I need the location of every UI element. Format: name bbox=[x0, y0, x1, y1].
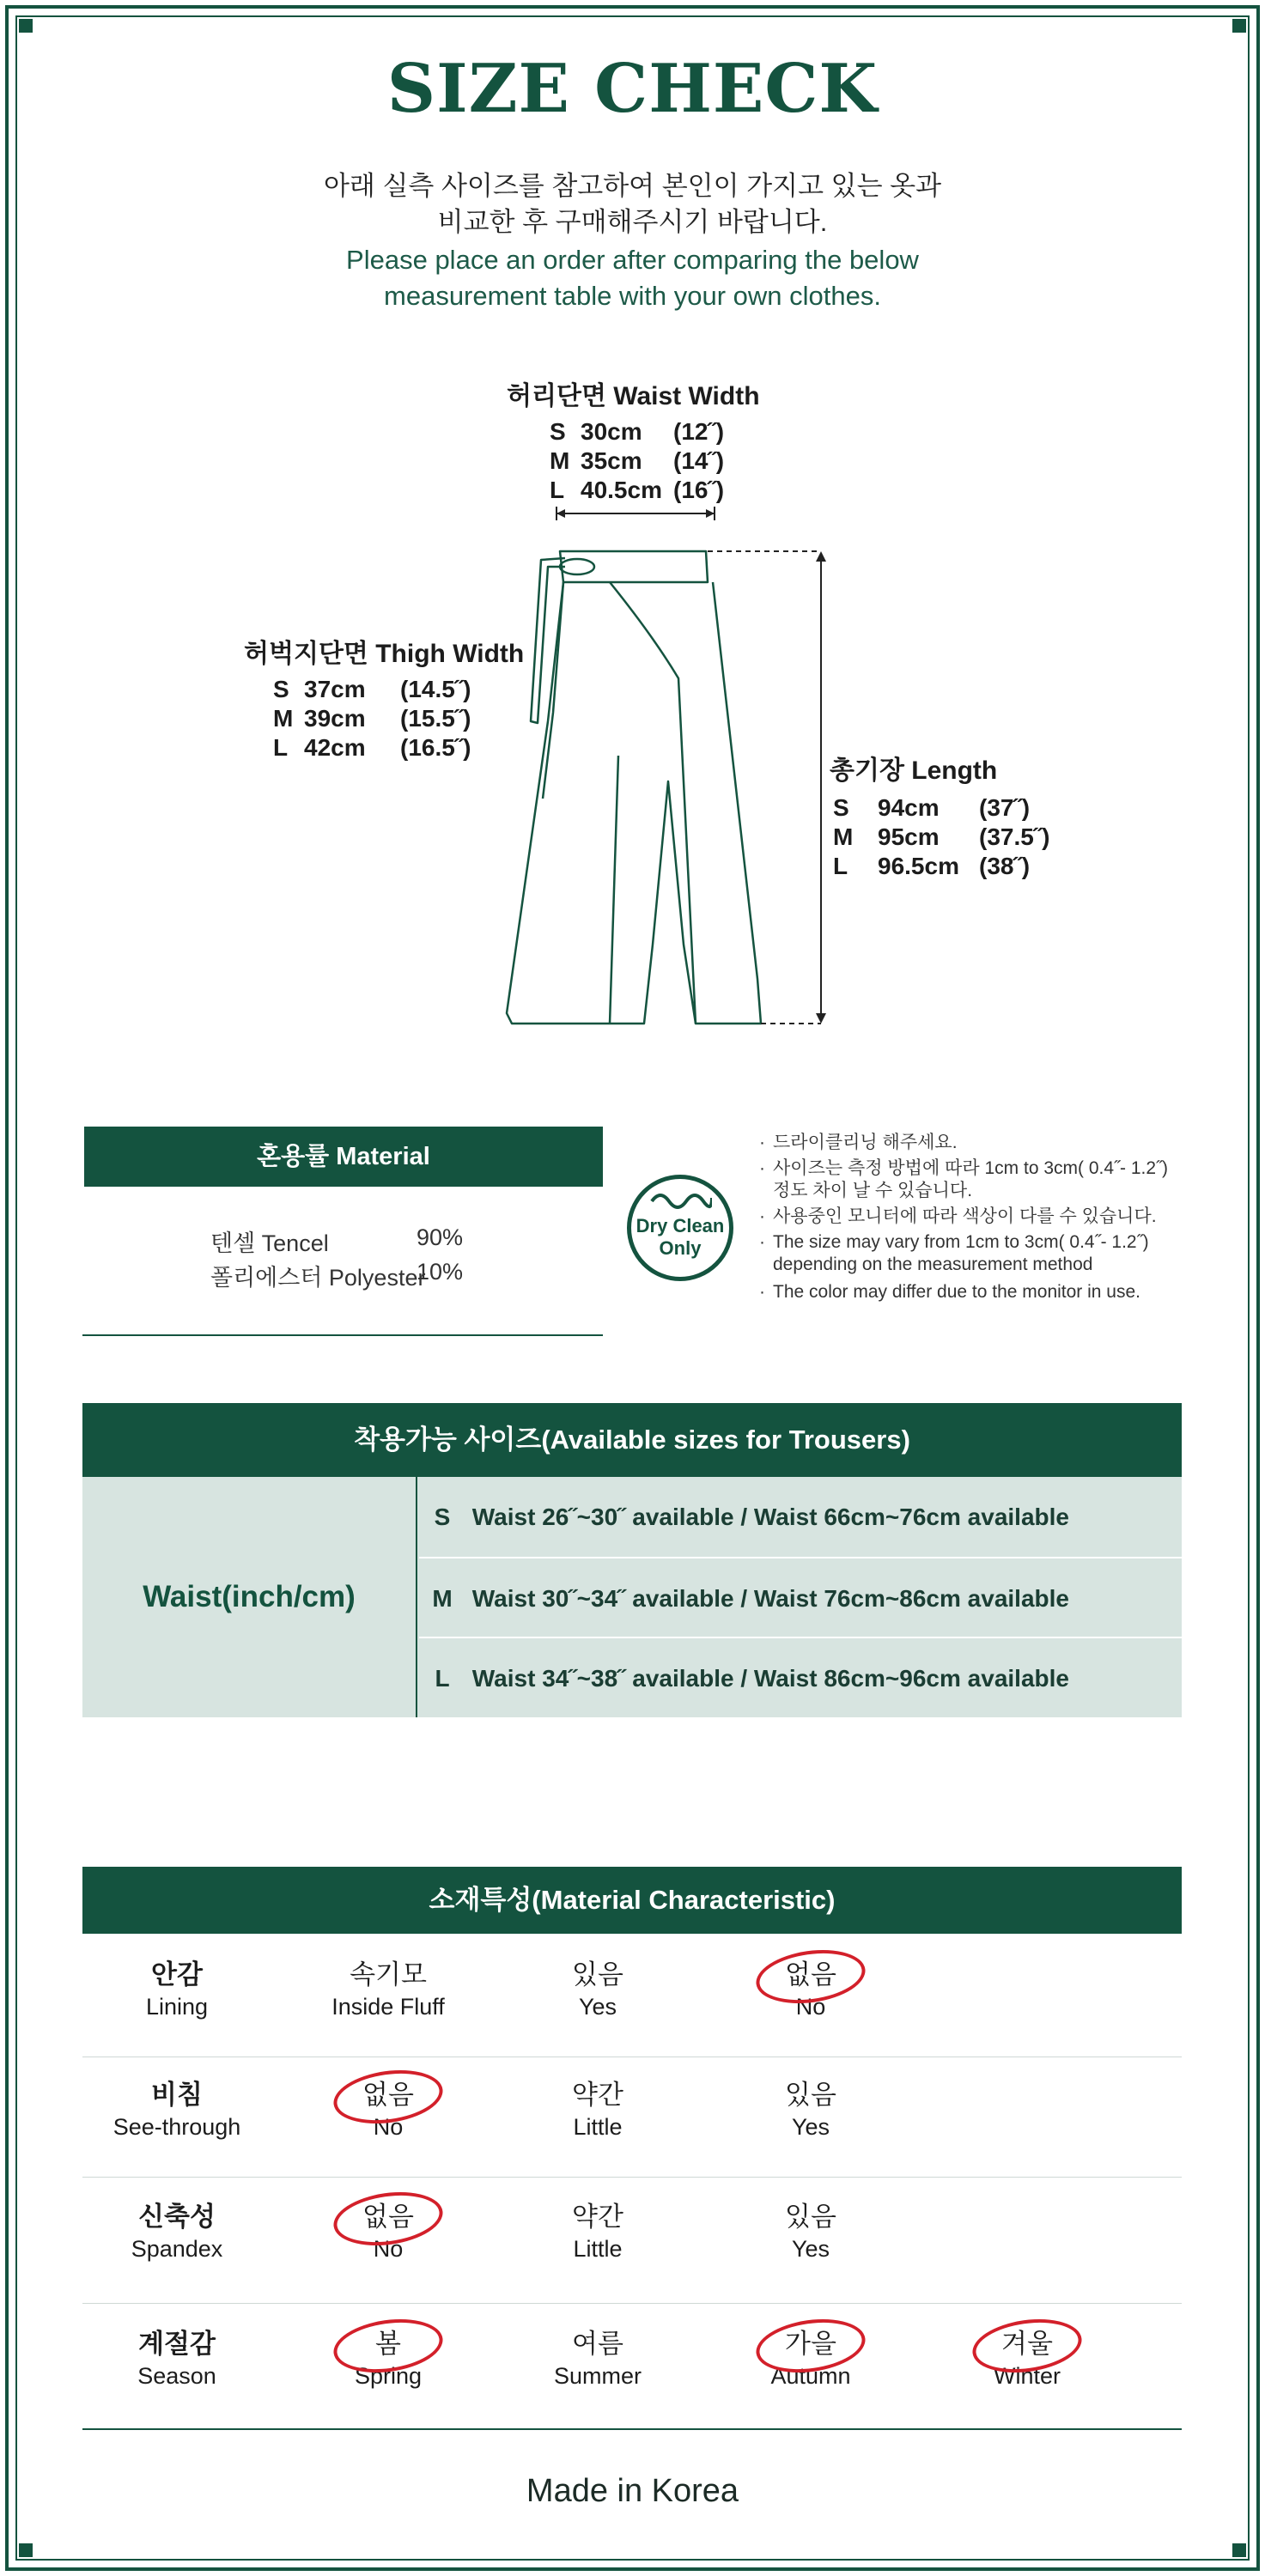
size-label: M bbox=[833, 823, 854, 850]
inch-value: (14.5˝) bbox=[400, 676, 471, 702]
cm-value: 37cm bbox=[304, 676, 366, 702]
corner-mark bbox=[19, 2543, 33, 2557]
size-label: M bbox=[550, 447, 570, 474]
size-label: L bbox=[550, 477, 565, 503]
option-en: No bbox=[795, 1994, 826, 2020]
waist-width-block bbox=[507, 374, 760, 505]
option-yes bbox=[716, 2200, 905, 2263]
waist-label-cell: Waist(inch/cm) bbox=[82, 1477, 417, 1717]
material-name: 폴리에스터 Polyester bbox=[210, 1265, 426, 1291]
option-ko: 속기모 bbox=[350, 1959, 427, 1990]
page-title: SIZE CHECK bbox=[386, 50, 879, 128]
label-en: Lining bbox=[145, 1994, 209, 2020]
option-ko: 봄 bbox=[375, 2329, 401, 2359]
inch-value: (14˝) bbox=[673, 447, 725, 474]
cm-value: 30cm bbox=[581, 418, 642, 445]
option-ko: 있음 bbox=[785, 2080, 836, 2110]
label-en: Spandex bbox=[131, 2236, 223, 2262]
material-percent: 90% bbox=[417, 1224, 464, 1250]
note-item: · 사이즈는 측정 방법에 따라 1cm to 3cm( 0.4˝- 1.2˝) 정도 차이 날 수 있습니다. bbox=[759, 1157, 1189, 1202]
option-summer bbox=[503, 2327, 692, 2391]
option-ko: 있음 bbox=[785, 2202, 836, 2232]
row-divider bbox=[82, 2303, 1182, 2304]
option-ko: 있음 bbox=[572, 1959, 623, 1990]
option-en: Inside Fluff bbox=[331, 1994, 445, 2020]
material-characteristic-header: 소재특성(Material Characteristic) bbox=[82, 1867, 1182, 1934]
note-item: · 드라이클리닝 해주세요. bbox=[759, 1132, 1189, 1154]
size-label: M bbox=[273, 705, 294, 732]
material-name: 텐셀 Tencel bbox=[210, 1230, 329, 1256]
option-yes bbox=[503, 1958, 692, 2021]
intro-en-line: measurement table with your own clothes. bbox=[384, 281, 881, 311]
option-ko: 없음 bbox=[362, 2080, 414, 2110]
available-sizes-header: 착용가능 사이즈(Available sizes for Trousers) bbox=[82, 1403, 1182, 1477]
size-label: S bbox=[550, 418, 566, 445]
measure-row bbox=[273, 733, 524, 762]
note-item: · The size may vary from 1cm to 3cm( 0.4˝- 1.2˝) depending on the measurement method bbox=[759, 1231, 1189, 1276]
measure-row bbox=[833, 793, 1049, 823]
note-item: · The color may differ due to the monitor in use. bbox=[759, 1281, 1189, 1303]
option-en: Little bbox=[573, 2114, 623, 2140]
available-size-row bbox=[419, 1557, 1182, 1637]
size-label: L bbox=[273, 734, 289, 761]
size-label: S bbox=[434, 1504, 451, 1530]
cm-value: 95cm bbox=[878, 823, 940, 850]
cm-value: 39cm bbox=[304, 705, 366, 732]
cm-value: 96.5cm bbox=[878, 853, 959, 879]
option-no-selected bbox=[716, 1958, 905, 2021]
corner-mark bbox=[19, 19, 33, 33]
inch-value: (15.5˝) bbox=[400, 705, 471, 732]
option-inside-fluff bbox=[294, 1958, 483, 2021]
inch-value: (16.5˝) bbox=[400, 734, 471, 761]
intro-en-line: Please place an order after comparing the below bbox=[346, 245, 919, 275]
dry-clean-text: Dry Clean bbox=[636, 1215, 725, 1236]
note-item: · 사용중인 모니터에 따라 색상이 다를 수 있습니다. bbox=[759, 1206, 1189, 1228]
option-en: Yes bbox=[791, 2236, 830, 2262]
size-label: L bbox=[435, 1665, 450, 1692]
option-little bbox=[503, 2078, 692, 2142]
intro-english bbox=[0, 242, 1265, 314]
inch-value: (38˝) bbox=[979, 853, 1031, 879]
inch-value: (16˝) bbox=[673, 477, 725, 503]
row-label bbox=[82, 2200, 271, 2263]
dry-clean-text: Only bbox=[659, 1237, 702, 1259]
label-ko: 비침 bbox=[151, 2080, 203, 2110]
option-ko: 여름 bbox=[572, 2329, 623, 2359]
measure-row bbox=[550, 417, 760, 447]
cm-value: 94cm bbox=[878, 794, 940, 821]
option-no-selected bbox=[294, 2200, 483, 2263]
option-ko: 겨울 bbox=[1001, 2329, 1053, 2359]
option-en: Yes bbox=[791, 2114, 830, 2140]
measure-row bbox=[833, 823, 1049, 852]
size-range-text: Waist 34˝~38˝ available / Waist 86cm~96cm available bbox=[471, 1665, 1069, 1692]
option-en: Winter bbox=[993, 2363, 1061, 2389]
row-label bbox=[82, 1958, 271, 2021]
option-yes bbox=[716, 2078, 905, 2142]
option-ko: 약간 bbox=[572, 2080, 623, 2110]
option-little bbox=[503, 2200, 692, 2263]
option-spring-selected bbox=[294, 2327, 483, 2391]
option-en: Spring bbox=[354, 2363, 423, 2389]
material-row bbox=[210, 1259, 464, 1292]
intro-ko-line: 아래 실측 사이즈를 참고하여 본인이 가지고 있는 옷과 bbox=[323, 171, 942, 201]
size-label: S bbox=[833, 794, 849, 821]
label-ko: 신축성 bbox=[138, 2202, 216, 2232]
option-ko: 약간 bbox=[572, 2202, 623, 2232]
made-in-footer: Made in Korea bbox=[526, 2473, 739, 2509]
option-winter-selected bbox=[933, 2327, 1122, 2391]
size-label: S bbox=[273, 676, 289, 702]
inch-value: (37.5˝) bbox=[979, 823, 1050, 850]
option-en: Yes bbox=[578, 1994, 617, 2020]
available-sizes-table bbox=[82, 1477, 1182, 1717]
option-en: Autumn bbox=[770, 2363, 851, 2389]
intro-ko-line: 비교한 후 구매해주시기 바랍니다. bbox=[437, 207, 828, 237]
label-en: See-through bbox=[113, 2114, 241, 2140]
size-label: L bbox=[833, 853, 848, 879]
waist-width-title: 허리단면 Waist Width bbox=[507, 382, 760, 410]
measure-row bbox=[550, 447, 760, 476]
option-en: No bbox=[373, 2114, 404, 2140]
inch-value: (37˝) bbox=[979, 794, 1031, 821]
material-divider bbox=[82, 1334, 603, 1336]
size-range-text: Waist 26˝~30˝ available / Waist 66cm~76cm available bbox=[471, 1504, 1069, 1530]
row-label bbox=[82, 2078, 271, 2142]
label-ko: 안감 bbox=[151, 1959, 203, 1990]
label-ko: 계절감 bbox=[138, 2329, 216, 2359]
row-divider bbox=[82, 2177, 1182, 2178]
measure-row bbox=[273, 675, 524, 704]
wave-icon bbox=[650, 1186, 712, 1210]
option-en: Summer bbox=[553, 2363, 642, 2389]
dry-clean-badge bbox=[627, 1175, 733, 1281]
thigh-width-block bbox=[244, 632, 524, 762]
size-range-text: Waist 30˝~34˝ available / Waist 76cm~86cm available bbox=[471, 1585, 1069, 1612]
inch-value: (12˝) bbox=[673, 418, 725, 445]
available-size-row bbox=[419, 1637, 1182, 1716]
thigh-width-title: 허벅지단면 Thigh Width bbox=[244, 640, 525, 668]
corner-mark bbox=[1232, 2543, 1246, 2557]
length-block bbox=[830, 749, 1049, 881]
cm-value: 40.5cm bbox=[581, 477, 662, 503]
trousers-illustration-icon bbox=[481, 498, 842, 1048]
option-ko: 없음 bbox=[785, 1959, 836, 1990]
material-row bbox=[210, 1224, 464, 1258]
option-ko: 가을 bbox=[785, 2329, 836, 2359]
available-size-row bbox=[419, 1477, 1182, 1557]
option-no-selected bbox=[294, 2078, 483, 2142]
option-autumn-selected bbox=[716, 2327, 905, 2391]
measure-row bbox=[833, 852, 1049, 881]
option-en: Little bbox=[573, 2236, 623, 2262]
table-bottom-line bbox=[82, 2428, 1182, 2430]
cm-value: 42cm bbox=[304, 734, 366, 761]
option-en: No bbox=[373, 2236, 404, 2262]
material-header: 혼용률 Material bbox=[84, 1127, 603, 1187]
size-label: M bbox=[432, 1585, 453, 1612]
label-en: Season bbox=[137, 2363, 216, 2389]
row-label bbox=[82, 2327, 271, 2391]
length-title: 총기장 Length bbox=[830, 756, 998, 785]
option-ko: 없음 bbox=[362, 2202, 414, 2232]
corner-mark bbox=[1232, 19, 1246, 33]
cm-value: 35cm bbox=[581, 447, 642, 474]
care-notes bbox=[759, 1132, 1189, 1307]
material-percent: 10% bbox=[417, 1259, 464, 1285]
intro-korean bbox=[0, 168, 1265, 240]
measure-row bbox=[273, 704, 524, 733]
